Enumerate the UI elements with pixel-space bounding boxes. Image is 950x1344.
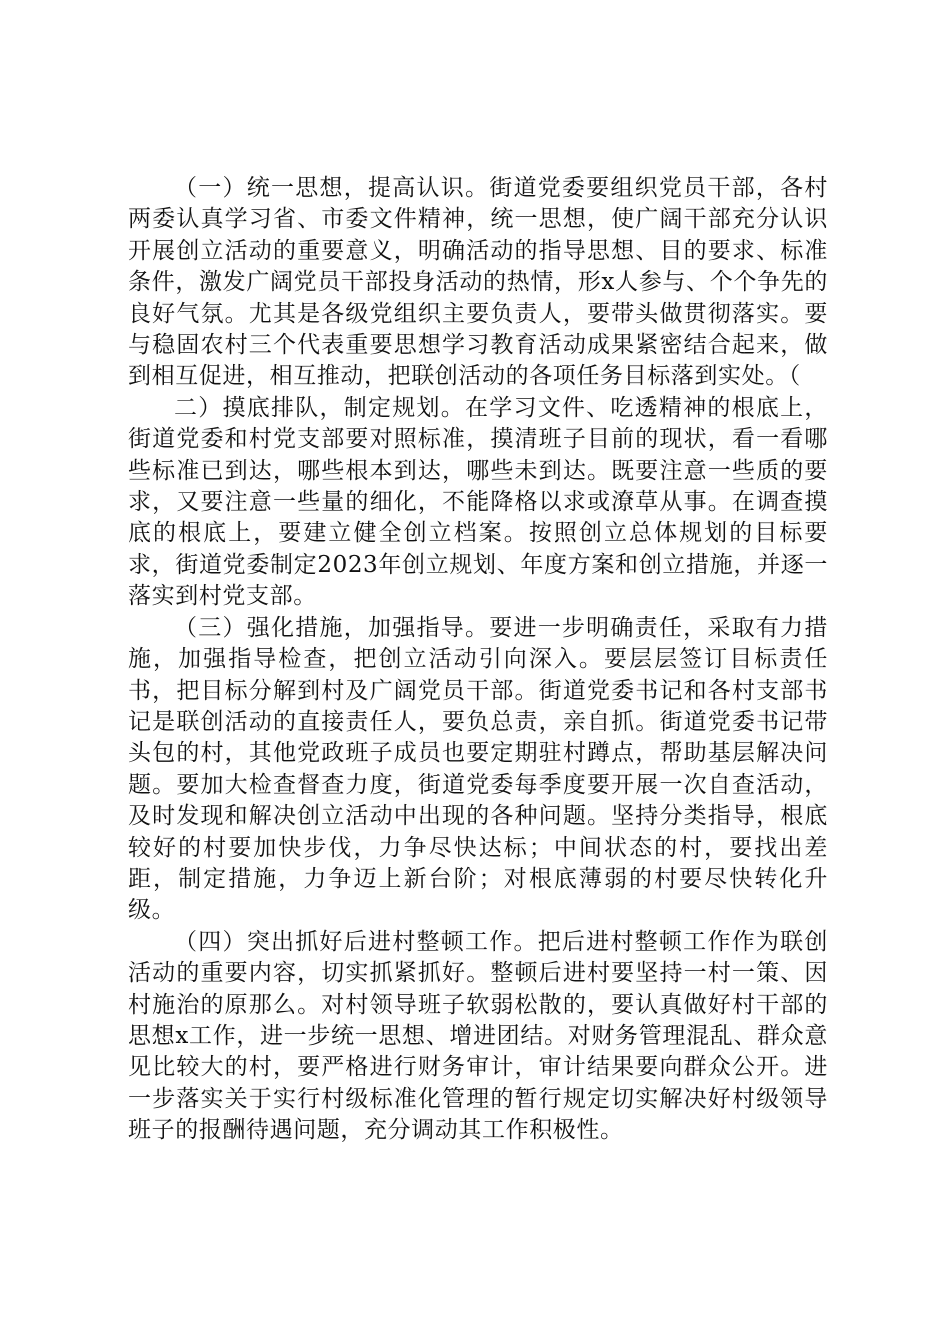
paragraph-3: （三）强化措施，加强指导。要进一步明确责任，采取有力措施，加强指导检查，把创立活动引向深入。要层层签订目标责任书，把目标分解到村及广阔党员干部。街道党委书记和各村支部书记是联创活动的直接责任人，要负总责，亲自抓。街道党委书记带头包的村，其他党政班子成员也要定期驻村蹲点，帮助基层解决问题。要加大检查督查力度，街道党委每季度要开展一次自查活动，及时发现和解决创立活动中出现的各种问题。坚持分类指导，根底较好的村要加快步伐，力争尽快达标；中间状态的村，要找出差距，制定措施，力争迈上新台阶；对根底薄弱的村要尽快转化升级。 (128, 614, 828, 924)
document-body (128, 173, 828, 1147)
paragraph-2: 二）摸底排队，制定规划。在学习文件、吃透精神的根底上，街道党委和村党支部要对照标准，摸清班子目前的现状，看一看哪些标准已到达，哪些根本到达，哪些未到达。既要注意一些质的要求，又要注意一些量的细化，不能降格以求或潦草从事。在调查摸底的根底上，要建立健全创立档案。按照创立总体规划的目标要求，街道党委制定2023年创立规划、年度方案和创立措施，并逐一落实到村党支部。 (128, 394, 828, 610)
paragraph-1: （一）统一思想，提高认识。街道党委要组织党员干部，各村两委认真学习省、市委文件精神，统一思想，使广阔干部充分认识开展创立活动的重要意义，明确活动的指导思想、目的要求、标准条件，激发广阔党员干部投身活动的热情，形x人参与、个个争先的良好气氛。尤其是各级党组织主要负责人，要带头做贯彻落实。要与稳固农村三个代表重要思想学习教育活动成果紧密结合起来，做到相互促进，相互推动，把联创活动的各项任务目标落到实处。（ (128, 175, 828, 390)
paragraph-4: （四）突出抓好后进村整顿工作。把后进村整顿工作作为联创活动的重要内容，切实抓紧抓好。整顿后进村要坚持一村一策、因村施治的原那么。对村领导班子软弱松散的，要认真做好村干部的思想x工作，进一步统一思想、增进团结。对财务管理混乱、群众意见比较大的村，要严格进行财务审计，审计结果要向群众公开。进一步落实关于实行村级标准化管理的暂行规定切实解决好村级领导班子的报酬待遇问题，充分调动其工作积极性。 (128, 928, 828, 1144)
